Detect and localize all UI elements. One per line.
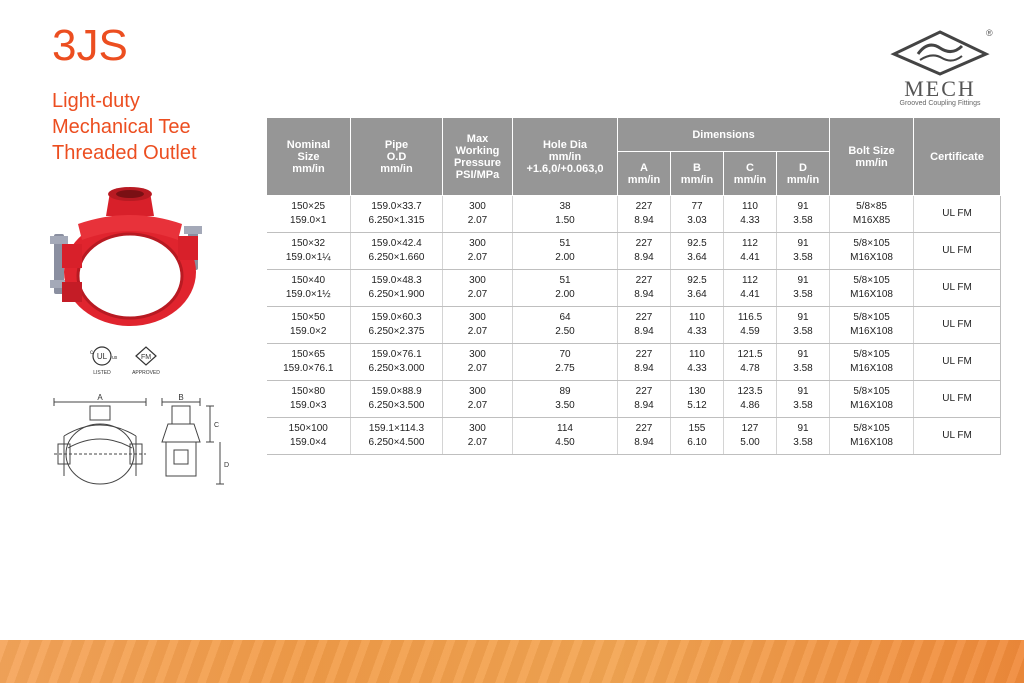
svg-text:c: c [90,350,93,356]
cell-nominal: 150×32 159.0×1¼ [267,233,351,270]
cell-dim-b: 77 3.03 [671,196,724,233]
cell-dim-d: 91 3.58 [777,196,830,233]
product-description [52,88,197,166]
specification-table [266,117,1001,455]
cell-nominal: 150×50 159.0×2 [267,307,351,344]
drawing-label-c: C [214,422,220,429]
table-row [267,344,1001,381]
cell-dim-a: 227 8.94 [618,418,671,455]
header-nominal-size: Nominal Size mm/in [267,118,351,196]
footer-band [0,640,1024,683]
cell-dim-c: 112 4.41 [724,270,777,307]
cell-dim-d: 91 3.58 [777,344,830,381]
product-photo [48,186,208,334]
description-line-3: Threaded Outlet [52,142,197,164]
technical-drawing [50,392,230,504]
cell-nominal: 150×25 159.0×1 [267,196,351,233]
brand-tagline: Grooved Coupling Fittings [899,100,981,107]
table-row [267,307,1001,344]
table-row [267,381,1001,418]
cell-pressure: 300 2.07 [443,307,513,344]
cell-nominal: 150×65 159.0×76.1 [267,344,351,381]
cell-nominal: 150×80 159.0×3 [267,381,351,418]
cell-pressure: 300 2.07 [443,418,513,455]
cell-nominal: 150×40 159.0×1½ [267,270,351,307]
cell-dim-d: 91 3.58 [777,418,830,455]
cell-cert: UL FM [914,233,1001,270]
cell-dim-c: 121.5 4.78 [724,344,777,381]
cell-cert: UL FM [914,381,1001,418]
cell-dim-a: 227 8.94 [618,270,671,307]
cell-pressure: 300 2.07 [443,344,513,381]
cell-pressure: 300 2.07 [443,270,513,307]
table-row [267,270,1001,307]
cell-hole: 64 2.50 [513,307,618,344]
certification-marks [84,344,174,378]
header-dimensions: Dimensions [618,118,830,152]
cell-dim-d: 91 3.58 [777,307,830,344]
cell-cert: UL FM [914,196,1001,233]
cell-dim-d: 91 3.58 [777,233,830,270]
registered-mark: ® [986,28,993,38]
description-line-1: Light-duty [52,90,140,112]
cell-dim-b: 155 6.10 [671,418,724,455]
cell-cert: UL FM [914,344,1001,381]
header-dim-b: B mm/in [671,152,724,196]
header-bolt-size: Bolt Size mm/in [830,118,914,196]
cell-pipe: 159.0×76.1 6.250×3.000 [351,344,443,381]
cell-dim-c: 123.5 4.86 [724,381,777,418]
header-hole-dia: Hole Dia mm/in +1.6,0/+0.063,0 [513,118,618,196]
cell-hole: 89 3.50 [513,381,618,418]
description-line-2: Mechanical Tee [52,116,191,138]
header-dim-d: D mm/in [777,152,830,196]
cell-hole: 114 4.50 [513,418,618,455]
cell-dim-c: 112 4.41 [724,233,777,270]
brand-name: MECH [904,76,976,101]
cell-cert: UL FM [914,307,1001,344]
cell-cert: UL FM [914,418,1001,455]
cell-pipe: 159.1×114.3 6.250×4.500 [351,418,443,455]
fm-approved-mark [132,347,160,376]
cell-pipe: 159.0×48.3 6.250×1.900 [351,270,443,307]
cell-dim-a: 227 8.94 [618,344,671,381]
cell-dim-b: 130 5.12 [671,381,724,418]
cell-pressure: 300 2.07 [443,233,513,270]
cell-dim-d: 91 3.58 [777,270,830,307]
header-dim-c: C mm/in [724,152,777,196]
cell-dim-c: 116.5 4.59 [724,307,777,344]
cell-dim-b: 92.5 3.64 [671,270,724,307]
cell-bolt: 5/8×105 M16X108 [830,270,914,307]
header-certificate: Certificate [914,118,1001,196]
cell-bolt: 5/8×105 M16X108 [830,418,914,455]
cell-pipe: 159.0×33.7 6.250×1.315 [351,196,443,233]
cell-dim-d: 91 3.58 [777,381,830,418]
product-model: 3JS [52,21,128,70]
cell-hole: 51 2.00 [513,270,618,307]
svg-text:UL: UL [96,352,108,361]
table-row [267,233,1001,270]
header-max-pressure: Max Working Pressure PSI/MPa [443,118,513,196]
svg-text:FM: FM [140,354,152,361]
cell-dim-c: 110 4.33 [724,196,777,233]
cell-pressure: 300 2.07 [443,196,513,233]
svg-text:APPROVED: APPROVED [132,370,160,376]
drawing-label-a: A [97,393,103,402]
cell-dim-a: 227 8.94 [618,233,671,270]
cell-bolt: 5/8×85 M16X85 [830,196,914,233]
cell-bolt: 5/8×105 M16X108 [830,344,914,381]
cell-dim-b: 92.5 3.64 [671,233,724,270]
cell-dim-b: 110 4.33 [671,344,724,381]
cell-hole: 51 2.00 [513,233,618,270]
logo-emblem-icon [890,28,990,76]
cell-dim-a: 227 8.94 [618,196,671,233]
drawing-label-b: B [178,393,184,402]
cell-bolt: 5/8×105 M16X108 [830,307,914,344]
cell-bolt: 5/8×105 M16X108 [830,233,914,270]
cell-dim-c: 127 5.00 [724,418,777,455]
brand-logo [890,28,1000,112]
cell-hole: 38 1.50 [513,196,618,233]
ul-listed-mark [90,347,118,376]
cell-bolt: 5/8×105 M16X108 [830,381,914,418]
svg-text:LISTED: LISTED [93,370,111,376]
table-row [267,196,1001,233]
cell-pipe: 159.0×60.3 6.250×2.375 [351,307,443,344]
table-row [267,418,1001,455]
cell-pressure: 300 2.07 [443,381,513,418]
svg-text:us: us [112,355,118,361]
cell-dim-a: 227 8.94 [618,381,671,418]
cell-nominal: 150×100 159.0×4 [267,418,351,455]
cell-pipe: 159.0×88.9 6.250×3.500 [351,381,443,418]
cell-cert: UL FM [914,270,1001,307]
header-pipe-od: Pipe O.D mm/in [351,118,443,196]
cell-dim-a: 227 8.94 [618,307,671,344]
drawing-label-d: D [224,462,230,469]
cell-dim-b: 110 4.33 [671,307,724,344]
cell-pipe: 159.0×42.4 6.250×1.660 [351,233,443,270]
cell-hole: 70 2.75 [513,344,618,381]
header-dim-a: A mm/in [618,152,671,196]
